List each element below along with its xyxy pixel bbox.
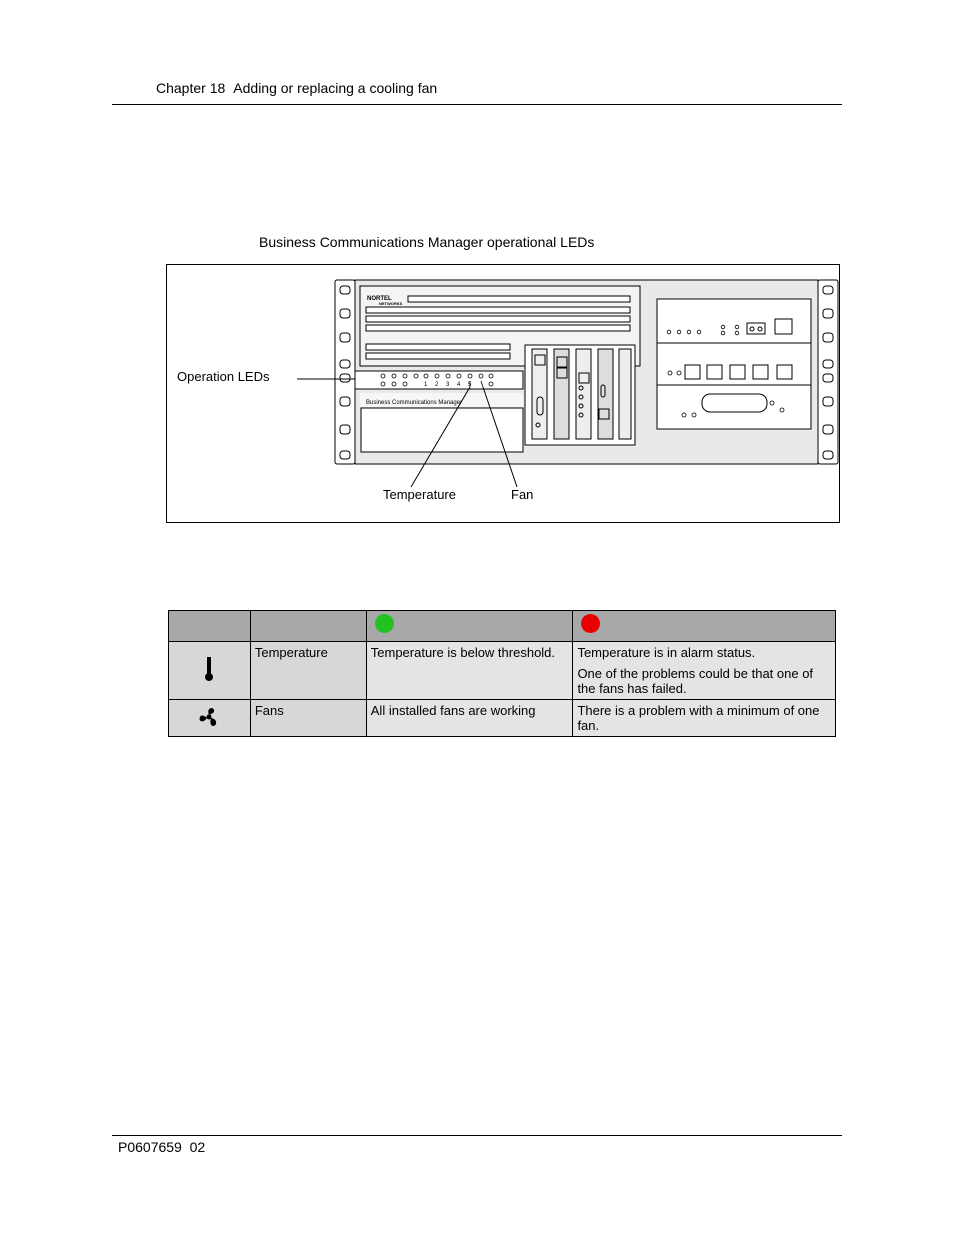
- brand-logo-line1: NORTEL: [367, 296, 392, 302]
- led-label-3: 3: [446, 382, 450, 388]
- figure-title: Business Communications Manager operational LEDs: [259, 234, 595, 250]
- led-label-2: 2: [435, 382, 439, 388]
- figure-frame: [166, 264, 840, 523]
- row-red-state-line: Temperature is in alarm status.: [577, 645, 756, 660]
- header-red-column: [573, 611, 836, 642]
- row-name: Fans: [250, 700, 366, 737]
- callout-temperature: Temperature: [383, 487, 456, 502]
- row-red-state-line: There is a problem with a minimum of one fan.: [577, 703, 820, 733]
- chapter-title: Adding or replacing a cooling fan: [233, 80, 438, 96]
- red-led-icon: [581, 614, 600, 633]
- table-row: [169, 642, 836, 700]
- green-led-icon: [375, 614, 394, 633]
- row-red-state: [573, 700, 836, 737]
- row-red-state: [573, 642, 836, 700]
- row-red-state-line: One of the problems could be that one of the fans has failed.: [577, 666, 814, 696]
- row-icon-cell: [169, 700, 251, 737]
- document-number: P0607659: [118, 1139, 182, 1155]
- device-illustration: [167, 265, 841, 524]
- row-green-state: Temperature is below threshold.: [366, 642, 573, 700]
- header-rule: [112, 104, 842, 105]
- document-revision: 02: [189, 1139, 206, 1155]
- brand-logo-line2: NETWORKS: [379, 301, 403, 306]
- led-label-1: 1: [424, 382, 428, 388]
- callout-fan: Fan: [511, 487, 534, 502]
- row-icon-cell: [169, 642, 251, 700]
- header-green-column: [366, 611, 573, 642]
- page-header: [156, 80, 437, 96]
- device-product-label: Business Communications Manager: [366, 400, 463, 406]
- footer-rule: [112, 1135, 842, 1136]
- header-name-column: [250, 611, 366, 642]
- led-label-5: 5: [468, 382, 472, 388]
- led-status-table: [168, 610, 836, 737]
- callout-operation-leds: Operation LEDs: [177, 369, 270, 384]
- table-row: [169, 700, 836, 737]
- table-header-row: [169, 611, 836, 642]
- row-name: Temperature: [250, 642, 366, 700]
- led-label-4: 4: [457, 382, 461, 388]
- fan-icon: [197, 705, 221, 729]
- row-green-state: All installed fans are working: [366, 700, 573, 737]
- chapter-number: Chapter 18: [156, 80, 226, 96]
- thermometer-icon: [203, 656, 215, 682]
- header-icon-column: [169, 611, 251, 642]
- page-footer: [118, 1139, 205, 1155]
